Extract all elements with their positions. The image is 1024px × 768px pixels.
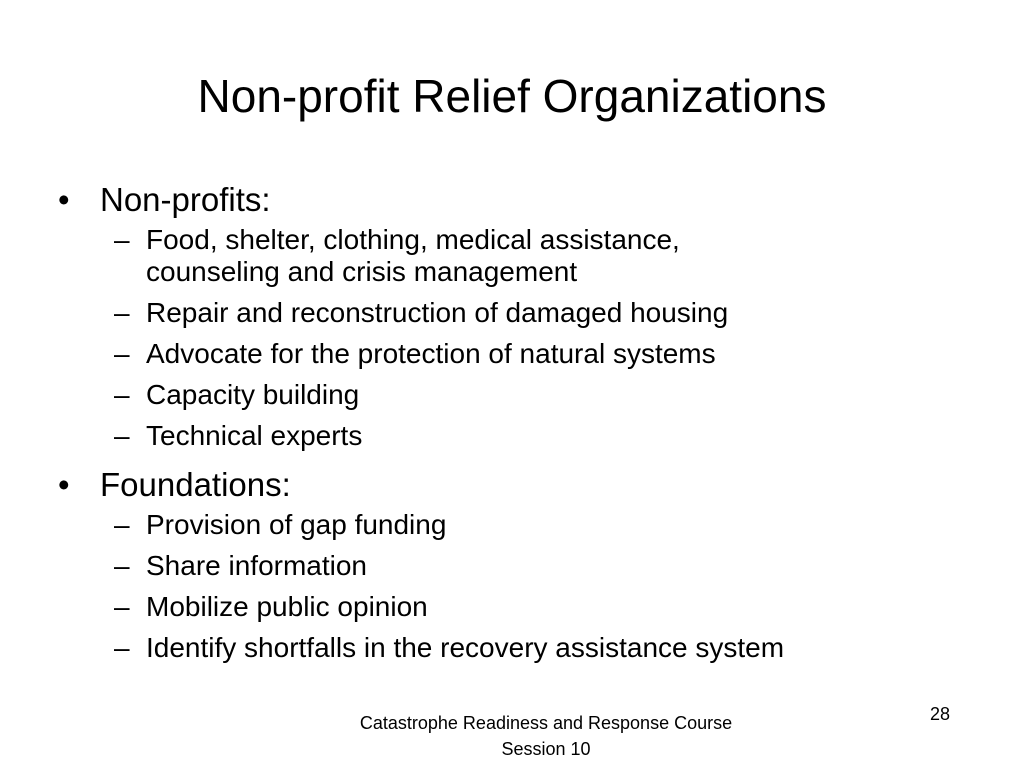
list-item-text: Technical experts: [146, 420, 363, 451]
dash-mark: –: [114, 420, 130, 451]
footer-session: Session 10: [501, 739, 591, 759]
slide-title: Non-profit Relief Organizations: [197, 70, 827, 122]
sub-list-nonprofits: [58, 224, 958, 452]
dash-mark: –: [114, 379, 130, 410]
list-item-text: Provision of gap funding: [146, 509, 447, 540]
list-item-text: Food, shelter, clothing, medical assistance, counseling and crisis management: [146, 224, 680, 287]
list-item-text: Mobilize public opinion: [146, 591, 428, 622]
bullet-heading: Non-profits:: [100, 181, 271, 218]
list-item-text: Repair and reconstruction of damaged housing: [146, 297, 729, 328]
bullet-foundations: [58, 461, 958, 509]
sub-list-foundations: [58, 509, 958, 664]
list-item: [58, 509, 958, 541]
list-item-text: Capacity building: [146, 379, 360, 410]
list-item: [58, 632, 958, 664]
dash-mark: –: [114, 224, 130, 255]
list-item-text: Advocate for the protection of natural systems: [146, 338, 716, 369]
footer-course-title: Catastrophe Readiness and Response Course: [359, 713, 733, 733]
slide-body: [58, 176, 958, 673]
dash-mark: –: [114, 632, 130, 663]
list-item: [58, 297, 958, 329]
bullet-heading: Foundations:: [100, 466, 291, 503]
dash-mark: –: [114, 591, 130, 622]
dash-mark: –: [114, 338, 130, 369]
list-item: [58, 338, 958, 370]
dash-mark: –: [114, 550, 130, 581]
bullet-mark: •: [58, 466, 70, 503]
list-item: [58, 550, 958, 582]
page-number: 28: [930, 704, 951, 724]
list-item: [58, 224, 786, 288]
dash-mark: –: [114, 297, 130, 328]
list-item: [58, 420, 958, 452]
list-item-text: Share information: [146, 550, 368, 581]
bullet-nonprofits: [58, 176, 958, 224]
bullet-mark: •: [58, 181, 70, 218]
list-item: [58, 591, 958, 623]
slide-footer: [300, 710, 792, 762]
list-item-text: Identify shortfalls in the recovery assistance system: [146, 632, 785, 663]
list-item: [58, 379, 958, 411]
dash-mark: –: [114, 509, 130, 540]
